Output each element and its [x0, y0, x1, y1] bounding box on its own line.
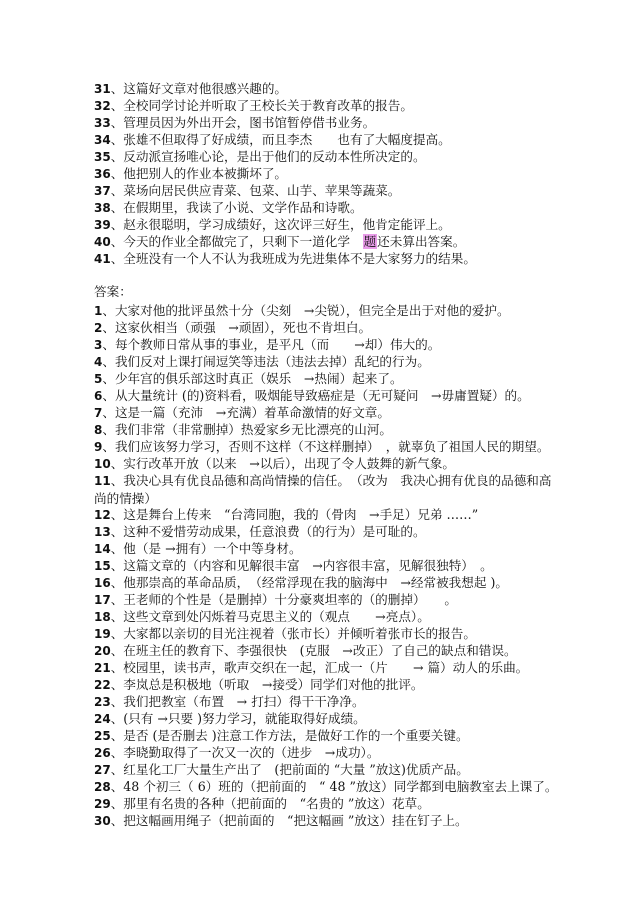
list-item	[94, 199, 594, 216]
item-number: 7	[94, 406, 103, 420]
item-number: 14	[94, 542, 111, 556]
item-number: 12	[94, 508, 111, 522]
list-item	[94, 744, 554, 761]
list-item	[94, 404, 554, 421]
item-number: 32	[94, 99, 111, 113]
item-text: 、大家都以亲切的目光注视着（张市长）并倾听着张市长的报告。	[110, 626, 476, 641]
item-text: 、李岚总是积极地（听取 →接受）同学们对他的批评。	[110, 677, 424, 692]
list-item	[94, 574, 554, 591]
list-item	[94, 233, 594, 250]
item-number: 11	[94, 474, 111, 488]
item-text: 、红星化工厂大量生产出了 (把前面的 “大量 ”放这)优质产品。	[110, 762, 469, 777]
list-item	[94, 114, 594, 131]
list-item	[94, 812, 554, 829]
item-text: 、大家对他的批评虽然十分（尖刻 →尖锐），但完全是出于对他的爱护。	[102, 303, 510, 318]
item-number: 5	[94, 372, 103, 386]
item-text: 、在班主任的教育下、李强很快 (克服 →改正）了自己的缺点和错误。	[110, 643, 517, 658]
item-number: 34	[94, 133, 111, 147]
item-text: 、他（是 →拥有）一个中等身材。	[110, 541, 302, 556]
item-number: 3	[94, 338, 103, 352]
item-number: 39	[94, 218, 111, 232]
list-item	[94, 387, 554, 404]
item-text: 、这是一篇（充沛 →充满）着革命激情的好文章。	[102, 405, 390, 420]
item-number: 23	[94, 695, 111, 709]
item-text: 、少年宫的俱乐部这时真正（娱乐 →热闹）起来了。	[102, 371, 403, 386]
item-text: 、这种不爱惜劳动成果，任意浪费（的行为）是可耻的。	[110, 524, 426, 539]
item-number: 9	[94, 440, 103, 454]
item-text: 、他那崇高的革命品质， （经常浮现在我的脑海中 →经常被我想起 )。	[110, 575, 508, 590]
item-text: 、在假期里，我读了小说、文学作品和诗歌。	[110, 200, 363, 215]
list-item	[94, 421, 554, 438]
list-item	[94, 182, 594, 199]
item-text: 、我决心具有优良品德和高尚情操的信任。 （改为 我决心拥有优良的品德和高尚的情操）	[94, 473, 552, 506]
item-text: 、全班没有一个人不认为我班成为先进集体不是大家努力的结果。	[110, 251, 476, 266]
item-text: 、我们应该努力学习，否则不这样（不这样删掉） ，就辜负了祖国人民的期望。	[102, 439, 550, 454]
item-number: 37	[94, 184, 111, 198]
list-item	[94, 353, 554, 370]
list-item	[94, 625, 554, 642]
answer-section	[94, 283, 558, 829]
item-number: 4	[94, 355, 103, 369]
list-item	[94, 761, 554, 778]
item-text: 、王老师的个性是（是删掉）十分豪爽坦率的（的删掉） 。	[110, 592, 458, 607]
item-number: 17	[94, 593, 111, 607]
list-item	[94, 795, 554, 812]
item-text: 、他把别人的作业本被撕坏了。	[110, 166, 288, 181]
item-number: 31	[94, 82, 111, 96]
list-item	[94, 591, 554, 608]
item-text: 、(只有 →只要 )努力学习，就能取得好成绩。	[110, 711, 366, 726]
item-number: 28	[94, 780, 111, 794]
item-number: 27	[94, 763, 111, 777]
item-text: 、是否 (是否删去 )注意工作方法，是做好工作的一个重要关键。	[110, 728, 469, 743]
item-text: 、校园里，读书声，歌声交织在一起，汇成一（片 → 篇）动人的乐曲。	[110, 660, 529, 675]
list-item	[94, 557, 554, 574]
item-number: 13	[94, 525, 111, 539]
item-text: 、菜场向居民供应青菜、包菜、山芋、苹果等蔬菜。	[110, 183, 401, 198]
list-item	[94, 506, 554, 523]
list-item	[94, 659, 554, 676]
item-text: 、实行改革开放（以来 →以后），出现了令人鼓舞的新气象。	[110, 456, 455, 471]
item-text: 、把这幅画用绳子（把前面的 “把这幅画 ”放这）挂在钉子上。	[110, 813, 468, 828]
item-text: 、全校同学讨论并听取了王校长关于教育改革的报告。	[110, 98, 413, 113]
item-number: 24	[94, 712, 111, 726]
item-text: 、反动派宣扬唯心论，是出于他们的反动本性所决定的。	[110, 149, 426, 164]
list-item	[94, 540, 554, 557]
list-item	[94, 80, 594, 97]
item-text: 、每个教师日常从事的事业，是平凡（而 →却）伟大的。	[102, 337, 441, 352]
list-item	[94, 165, 594, 182]
item-number: 33	[94, 116, 111, 130]
item-number: 18	[94, 610, 111, 624]
item-number: 16	[94, 576, 111, 590]
item-number: 41	[94, 252, 111, 266]
item-text: 、这家伙相当（顽强 →顽固），死也不肯坦白。	[102, 320, 372, 335]
item-text: 、这篇好文章对他很感兴趣的。	[110, 81, 288, 96]
item-number: 8	[94, 423, 103, 437]
item-text: 、今天的作业全都做完了，只剩下一道化学	[110, 234, 363, 249]
question-list	[94, 80, 594, 267]
item-number: 21	[94, 661, 111, 675]
list-item	[94, 302, 554, 319]
list-item	[94, 778, 558, 795]
item-text: 、那里有名贵的各种（把前面的 “名贵的 ”放这）花草。	[110, 796, 430, 811]
list-item	[94, 523, 554, 540]
list-item	[94, 370, 554, 387]
list-item	[94, 727, 554, 744]
item-number: 1	[94, 304, 103, 318]
item-number: 29	[94, 797, 111, 811]
item-number: 38	[94, 201, 111, 215]
list-item	[94, 250, 594, 267]
list-item	[94, 336, 554, 353]
item-text: 、李晓勤取得了一次又一次的（进步 →成功）。	[110, 745, 380, 760]
item-text: 、48 个初三（ 6）班的（把前面的 “ 48 ”放这）同学都到电脑教室去上课了。	[110, 779, 558, 794]
list-item	[94, 693, 554, 710]
list-item	[94, 216, 594, 233]
item-number: 22	[94, 678, 111, 692]
item-text: 、张雄不但取得了好成绩，而且李杰 也有了大幅度提高。	[110, 132, 451, 147]
item-number: 19	[94, 627, 111, 641]
list-item	[94, 97, 594, 114]
item-text: 、我们反对上课打闹逗笑等违法（违法去掉）乱纪的行为。	[102, 354, 430, 369]
list-item	[94, 438, 554, 455]
list-item	[94, 608, 554, 625]
list-item	[94, 319, 554, 336]
item-text: 、赵永很聪明，学习成绩好，这次评三好生，他肯定能评上。	[110, 217, 451, 232]
item-number: 35	[94, 150, 111, 164]
item-text: 、管理员因为外出开会，图书馆暂停借书业务。	[110, 115, 376, 130]
highlighted-text: 题	[363, 234, 377, 249]
item-number: 36	[94, 167, 111, 181]
list-item	[94, 148, 594, 165]
list-item	[94, 710, 554, 727]
list-item	[94, 472, 554, 506]
item-number: 6	[94, 389, 103, 403]
item-number: 26	[94, 746, 111, 760]
list-item	[94, 676, 554, 693]
list-item	[94, 131, 594, 148]
item-number: 15	[94, 559, 111, 573]
item-number: 30	[94, 814, 111, 828]
item-number: 10	[94, 457, 111, 471]
item-text: 、我们非常（非常删掉）热爱家乡无比漂亮的山河。	[102, 422, 393, 437]
item-number: 25	[94, 729, 111, 743]
item-text: 、这是舞台上传来 “台湾同胞，我的（骨肉 →手足）兄弟 ……”	[110, 507, 479, 522]
item-text: 、这些文章到处闪烁着马克思主义的（观点 →亮点）。	[110, 609, 430, 624]
item-text: 、这篇文章的（内容和见解很丰富 →内容很丰富，见解很独特） 。	[110, 558, 493, 573]
item-text: 、我们把教室（布置 → 打扫）得干干净净。	[110, 694, 365, 709]
item-text: 、从大量统计 (的)资料看，吸烟能导致癌症是（无可疑问 →毋庸置疑）的。	[102, 388, 530, 403]
item-text: 还未算出答案。	[377, 234, 466, 249]
list-item	[94, 455, 554, 472]
item-number: 40	[94, 235, 111, 249]
item-number: 2	[94, 321, 103, 335]
list-item	[94, 642, 554, 659]
item-number: 20	[94, 644, 111, 658]
answers-heading: 答案：	[94, 284, 132, 299]
